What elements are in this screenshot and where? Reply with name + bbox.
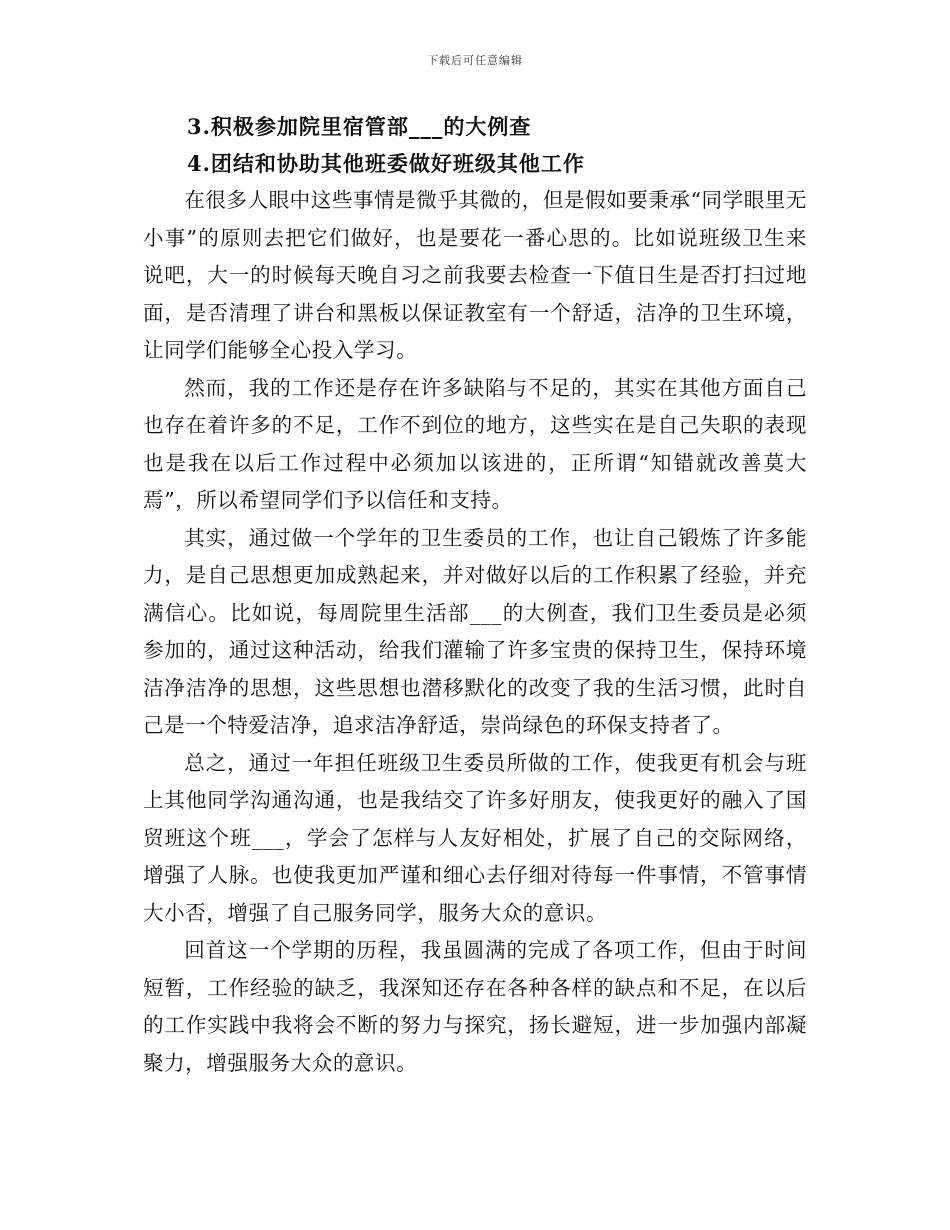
paragraph-4: 总之，通过一年担任班级卫生委员所做的工作，使我更有机会与班上其他同学沟通沟通，也是我结交了许多好朋友，使我更好的融入了国贸班这个班___，学会了怎样与人友好相处，扩展了自己的交际网络，增强了人脉。也使我更加严谨和细心去仔细对待每一件事情，不管事情大小否，增强了自己服务同学，服务大众的意识。 bbox=[143, 750, 807, 925]
paragraph-2: 然而，我的工作还是存在许多缺陷与不足的，其实在其他方面自己也存在着许多的不足，工作不到位的地方，这些实在是自己失职的表现也是我在以后工作过程中必须加以该进的，正所谓“知错就改善莫大焉”，所以希望同学们予以信任和支持。 bbox=[143, 375, 807, 512]
paragraph-3: 其实，通过做一个学年的卫生委员的工作，也让自己锻炼了许多能力，是自己思想更加成熟起来，并对做好以后的工作积累了经验，并充满信心。比如说，每周院里生活部___的大例查，我们卫生委员是必须参加的，通过这种活动，给我们灌输了许多宝贵的保持卫生，保持环境洁净洁净的思想，这些思想也潜移默化的改变了我的生活习惯，此时自己是一个特爱洁净，追求洁净舒适，崇尚绿色的环保支持者了。 bbox=[143, 525, 807, 737]
paragraph-5: 回首这一个学期的历程，我虽圆满的完成了各项工作，但由于时间短暂，工作经验的缺乏，我深知还存在各种各样的缺点和不足，在以后的工作实践中我将会不断的努力与探究，扬长避短，进一步加强内部凝聚力，增强服务大众的意识。 bbox=[143, 938, 807, 1075]
document-body bbox=[143, 108, 807, 1082]
page-header-note: 下载后可任意编辑 bbox=[427, 54, 523, 67]
list-item-3: 3.积极参加院里宿管部___的大例查 bbox=[187, 114, 532, 139]
paragraph-1: 在很多人眼中这些事情是微乎其微的，但是假如要秉承“同学眼里无小事”的原则去把它们做好，也是要花一番心思的。比如说班级卫生来说吧，大一的时候每天晚自习之前我要去检查一下值日生是否打扫过地面，是否清理了讲台和黑板以保证教室有一个舒适，洁净的卫生环境，让同学们能够全心投入学习。 bbox=[143, 188, 807, 362]
list-item-4: 4.团结和协助其他班委做好班级其他工作 bbox=[187, 151, 585, 176]
